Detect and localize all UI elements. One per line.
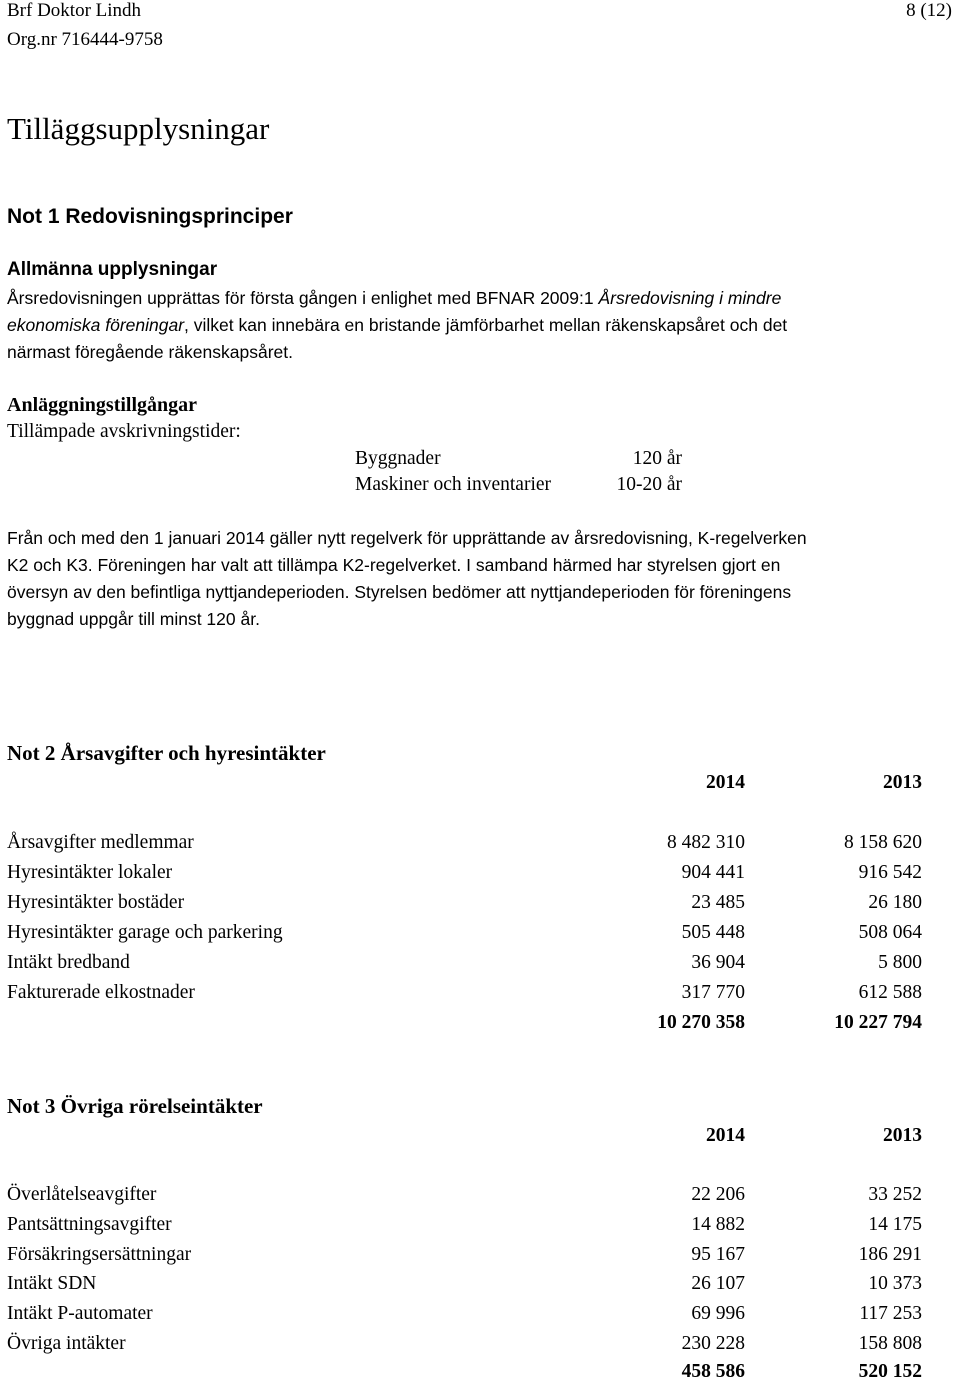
table-cell-2013: 117 253	[859, 1303, 922, 1324]
general-info-heading: Allmänna upplysningar	[7, 259, 218, 280]
table-row-label: Intäkt SDN	[7, 1273, 97, 1294]
rules-line: Från och med den 1 januari 2014 gäller nytt regelverk för upprättande av årsredovisning, K-regelverken	[7, 528, 807, 548]
table-cell-2013: 8 158 620	[844, 832, 922, 853]
general-info-line-1	[7, 285, 781, 312]
table-cell-2013: 508 064	[858, 922, 922, 943]
table-row-label: Pantsättningsavgifter	[7, 1214, 172, 1235]
note3-col-2014: 2014	[706, 1125, 745, 1146]
table-row-label: Fakturerade elkostnader	[7, 982, 195, 1003]
table-cell-2014: 22 206	[691, 1184, 745, 1205]
table-row-label: Överlåtelseavgifter	[7, 1184, 157, 1205]
page-title: Tilläggsupplysningar	[7, 111, 270, 146]
table-cell-2014: 904 441	[681, 862, 745, 883]
table-row-label: Övriga intäkter	[7, 1333, 126, 1354]
table-cell-2014: 36 904	[691, 952, 745, 973]
general-info-italic: Årsredovisning i mindre	[598, 288, 782, 308]
table-row-label: Intäkt bredband	[7, 952, 130, 973]
depreciation-item: Maskiner och inventarier	[355, 474, 552, 495]
table-cell-2013: 916 542	[858, 862, 922, 883]
table-cell-2014: 8 482 310	[667, 832, 745, 853]
note2-heading: Not 2 Årsavgifter och hyresintäkter	[7, 741, 326, 765]
table-cell-2014: 230 228	[681, 1333, 745, 1354]
general-info-line-2	[7, 312, 787, 339]
table-row-label: Försäkringsersättningar	[7, 1244, 192, 1265]
table-cell-2013: 158 808	[858, 1333, 922, 1354]
total-2014: 10 270 358	[657, 1012, 745, 1033]
general-info-line-3: närmast föregående räkenskapsåret.	[7, 342, 293, 362]
table-cell-2014: 14 882	[691, 1214, 745, 1235]
table-cell-2014: 69 996	[691, 1303, 745, 1324]
note1-heading: Not 1 Redovisningsprinciper	[7, 205, 293, 228]
depreciation-row	[355, 448, 441, 470]
general-info-text: Årsredovisningen upprättas för första gången i enlighet med BFNAR 2009:1	[7, 288, 599, 308]
table-cell-2013: 612 588	[858, 982, 922, 1003]
note3-col-2013: 2013	[883, 1125, 922, 1146]
depreciation-period: 10-20 år	[616, 474, 682, 495]
table-row-label: Hyresintäkter lokaler	[7, 862, 173, 883]
total-2013: 520 152	[858, 1361, 922, 1382]
table-cell-2014: 505 448	[681, 922, 745, 943]
table-cell-2013: 14 175	[868, 1214, 922, 1235]
org-number: Org.nr 716444-9758	[7, 29, 163, 50]
table-cell-2014: 95 167	[691, 1244, 745, 1265]
table-row-label: Hyresintäkter bostäder	[7, 892, 185, 913]
table-cell-2013: 33 252	[868, 1184, 922, 1205]
note3-heading: Not 3 Övriga rörelseintäkter	[7, 1094, 263, 1118]
table-cell-2013: 10 373	[868, 1273, 922, 1294]
assets-intro: Tillämpade avskrivningstider:	[7, 421, 241, 442]
note2-col-2013: 2013	[883, 772, 922, 793]
table-row-label: Årsavgifter medlemmar	[7, 832, 194, 853]
note2-col-2014: 2014	[706, 772, 745, 793]
depreciation-row	[355, 474, 551, 496]
table-cell-2013: 5 800	[878, 952, 922, 973]
assets-heading: Anläggningstillgångar	[7, 394, 198, 416]
table-cell-2014: 23 485	[691, 892, 745, 913]
rules-line: K2 och K3. Föreningen har valt att tillämpa K2-regelverket. I samband härmed har styrelsen gjort en	[7, 555, 781, 575]
table-cell-2013: 26 180	[868, 892, 922, 913]
rules-line: översyn av den befintliga nyttjandeperioden. Styrelsen bedömer att nyttjandeperioden för föreningens	[7, 582, 792, 602]
total-2014: 458 586	[681, 1361, 745, 1382]
depreciation-item: Byggnader	[355, 448, 441, 469]
depreciation-period: 120 år	[632, 448, 682, 469]
total-2013: 10 227 794	[834, 1012, 922, 1033]
table-row-label: Hyresintäkter garage och parkering	[7, 922, 283, 943]
table-cell-2013: 186 291	[858, 1244, 922, 1265]
general-info-text: , vilket kan innebära en bristande jämförbarhet mellan räkenskapsåret och det	[184, 315, 788, 335]
org-name: Brf Doktor Lindh	[7, 0, 142, 21]
table-cell-2014: 26 107	[691, 1273, 745, 1294]
rules-line: byggnad uppgår till minst 120 år.	[7, 609, 260, 629]
table-cell-2014: 317 770	[681, 982, 745, 1003]
page-number: 8 (12)	[906, 0, 952, 21]
general-info-italic: ekonomiska föreningar	[7, 315, 185, 335]
table-row-label: Intäkt P-automater	[7, 1303, 153, 1324]
